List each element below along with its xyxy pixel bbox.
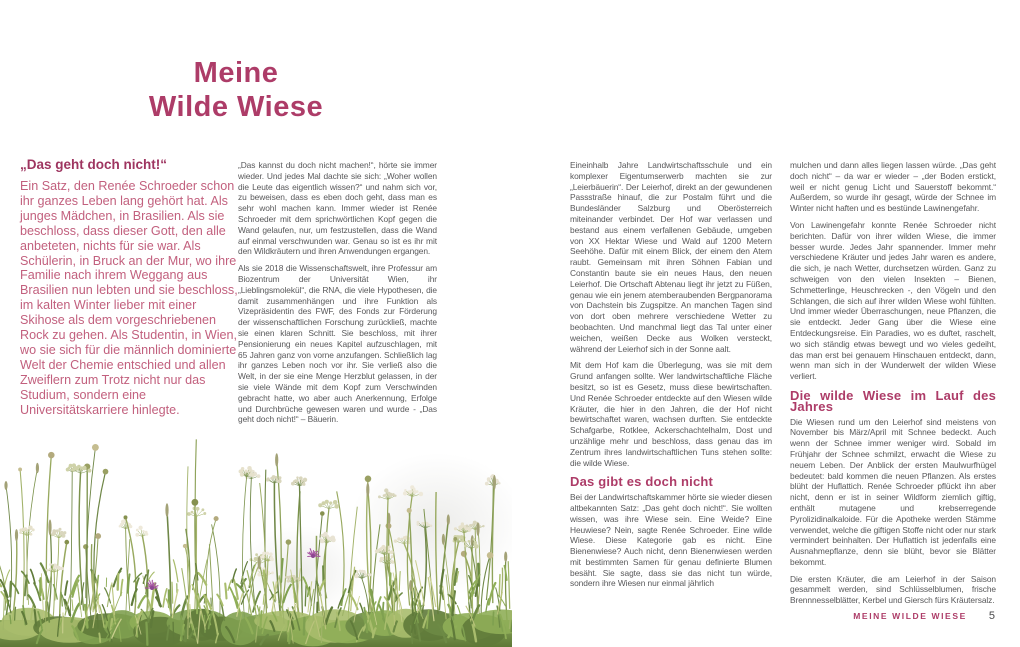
intro-paragraph: Ein Satz, den Renée Schroeder schon ihr ganzes Leben lang gehört hat. Als junges Mädchen, in Brasilien. Als sie beschloss, dass dieser Gott, den alle anbeteten, nichts für sie war. Als Schülerin, in Bruck an der Mur, wo ihre Familie nach ihrem Weggang aus Brasilien nun lebten und sie beschloss, im kalten Winter lieber mit einer Skihose als dem vorgeschriebenen Rock zu gehen. Als Studentin, in Wien, wo sie sich für die männlich dominierte Welt der Chemie entschied und allen Zweiflern zum Trotz nicht nur das Studium, sondern eine Universitätskarriere hinlegte. — [20, 179, 238, 417]
meadow-photo — [0, 430, 512, 647]
intro-column — [20, 157, 242, 418]
body-paragraph: Eineinhalb Jahre Landwirtschaftsschule und ein komplexer Eigentumserwerb machten sie zur „Leierbäuerin“. Der Leierhof, direkt an der gewundenen Passstraße hinauf, die zur Postalm führt und die Bundesländer Salzburg und Oberösterreich miteinander verbindet. Der Hof war verlassen und bestand aus einem verfallenen Gebäude, umgeben von XX Hektar Wiese und Wald auf 1200 Metern Seehöhe. Dafür mit einem Blick, der einem den Atem raubt. Gemeinsam mit ihren Söhnen Fabian und Constantin baute sie ein neues Haus, den neuen Leierhof. Die Ortschaft Abtenau liegt ihr jetzt zu Füßen, genau wie ein jenem atemberaubenden Bergpanorama von Dachstein bis Zugspitze. An manchen Tagen sind von dort oben mehrere verschiedene Wetter zu beobachten. Und manchmal liegt das Tal unter einer weichen, weißen Decke aus Wolken versteckt, während der Leierhof sich in der Sonne aalt. — [570, 160, 772, 354]
column-3 — [570, 160, 772, 595]
chapter-footer-label: MEINE WILDE WIESE — [853, 611, 967, 621]
section-heading: Das gibt es doch nicht — [570, 474, 714, 490]
page-footer — [853, 610, 995, 622]
body-paragraph: Bei der Landwirtschaftskammer hörte sie wieder diesen altbekannten Satz: „Das geht doch nicht!“. Sie wollten wissen, was ihre Wiese sein. Eine Weide? Eine Heuwiese? Nein, sagte Renée Schroeder. Eine wilde Wiese. Diese Kategorie gab es nicht. Eine Bienenwiese? Auch nicht, denn Bienenwiesen werden mit bestimmten Samen für genau definierte Blumen besäht. Sie sagte, dass sie das nicht tun würde, sondern ihre Wiesen nur einmal jährlich — [570, 492, 772, 589]
body-paragraph: Von Lawinengefahr konnte Renée Schroeder nicht berichten. Dafür von ihrer wilden Wiese, die immer besser wurde. Jedes Jahr spannender. Immer mehr verschiedene Kräuter und jedes Jahr waren es andere, die sich, je nach Wetter, durchsetzen würden. Ganz zu schweigen von den vielen Insekten – Bienen, Schmetterlinge, Heuschrecken -, den Vögeln und den Schlangen, die sich auf ihrer wilden Wiese wohl fühlten. Und immer wieder Überraschungen, neue Pflanzen, die sie entdeckt. Jeder Gang über die Wiese eine Entdeckungsreise. Ein Paradies, wo es duftet, raschelt, wo sich ständig etwas bewegt und wo vieles gedeiht, das man erst bei genauem Hinschauen entdeckt, dann, wenn man sich in der Wunderwelt der wilden Wiese verliert. — [790, 219, 996, 382]
intro-heading: „Das geht doch nicht!“ — [20, 157, 168, 172]
body-paragraph: Die Wiesen rund um den Leierhof sind meistens von November bis März/April mit Schnee bedeckt. Auch wenn der Schnee immer weniger wird. Sobald im Frühjahr der Schnee schmilzt, erwacht die Wiese zu neuem Leben. Der Anblick der ersten Maulwurfhügel bedeutet: bald kommen die neuen Pflanzen. Als erstes blüht der Huflattich. Renée Schroeder pflückt ihn aber nicht, denn er ist in seiner Wildform ziemlich giftig, enthält mutagene und krebserregende Pyrolizidinalkaloide. Für die Apotheke werden Stämme verwendet, welche die giftigen Stoffe nicht oder nur stark vermindert beinhalten. Der Huflattich ist jedenfalls eine Ausnahmepflanze, denn sie blüht, bevor sie Blätter bekommt. — [790, 416, 996, 567]
body-paragraph: Mit dem Hof kam die Überlegung, was sie mit dem Grund anfangen sollte. Wer landwirtschaftliche Fläche besitzt, so ist es Gesetz, muss diese bewirtschaften. Und Renée Schroeder entdeckte auf den Wiesen wilde Kräuter, die hier in den Jahren, die der Hof nicht bewirtschaftet waren, wachsen durften. Sie entdeckte Schafgarbe, Rotklee, Ackerschachtelhalm, Dost und unzählige mehr und beschloss, dass genau das im Zentrum ihres landwirtschaftlichen Tuns stehen sollte: die wilde Wiese. — [570, 360, 772, 468]
column-2 — [238, 160, 437, 431]
column-4 — [790, 160, 996, 612]
body-paragraph: Als sie 2018 die Wissenschaftswelt, ihre Professur am Biozentrum der Universität Wien, ihr „Lieblingsmolekül“, die RNA, die viele Hypothesen, die damit zusammenhängen und ihre Funktion als Vizepräsidentin des FWF, des Fonds zur Förderung der wissenschaftlichen Forschung zurückließ, machte sie einen klaren Schnitt. Sie beschloss, mit ihrer Pensionierung ein neues Kapitel aufzuschlagen, mit 65 Jahren ganz von vorne anzufangen. Schließlich lag ihr ganzes Leben noch vor ihr. Sie verließ also die Welt, in der sie eine Menge Herzblut gelassen, in der sie viele Wände mit dem Kopf zum Verschwinden gebracht hatte, wo aber auch Anerkennung, Erfolge und Durchbrüche gewesen waren und wurde - „Das geht doch nicht!“ – Bäuerin. — [238, 263, 437, 425]
body-paragraph: mulchen und dann alles liegen lassen würde. „Das geht doch nicht“ – da war er wieder – „der Boden erstickt, weil er nicht genug Licht und Sauerstoff bekommt.“ Außerdem, so wurde ihr gesagt, würde der Schnee im Winter nicht haften und es bestünde Lawinengefahr. — [790, 160, 996, 214]
page-number: 5 — [988, 610, 995, 622]
page-title — [86, 56, 386, 124]
page-title-line2: Wilde Wiese — [148, 91, 324, 123]
body-paragraph: „Das kannst du doch nicht machen!“, hörte sie immer wieder. Und jedes Mal dachte sie sich: „Woher wollen die Leute das eigentlich wissen?“ und nahm sich vor, zu beweisen, dass es eben doch geht, dass man es sehr wohl machen kann. Immer wieder ist Renée Schroeder mit dem sprichwörtlichen Kopf gegen die Wand gelaufen, nur, um festzustellen, dass die Wand auf einmal verschwunden war. Genau so ist es ihr mit den Wildkräutern und ihren Anwendungen ergangen. — [238, 160, 437, 257]
body-paragraph: Die ersten Kräuter, die am Leierhof in der Saison gesammelt werden, sind Schlüsselblumen, frische Brennnesselblätter, Kerbel und Giersch fürs Kräutersalz. — [790, 573, 996, 606]
section-heading: Die wilde Wiese im Lauf des Jahres — [790, 387, 996, 414]
page-title-line1: Meine — [193, 57, 279, 89]
